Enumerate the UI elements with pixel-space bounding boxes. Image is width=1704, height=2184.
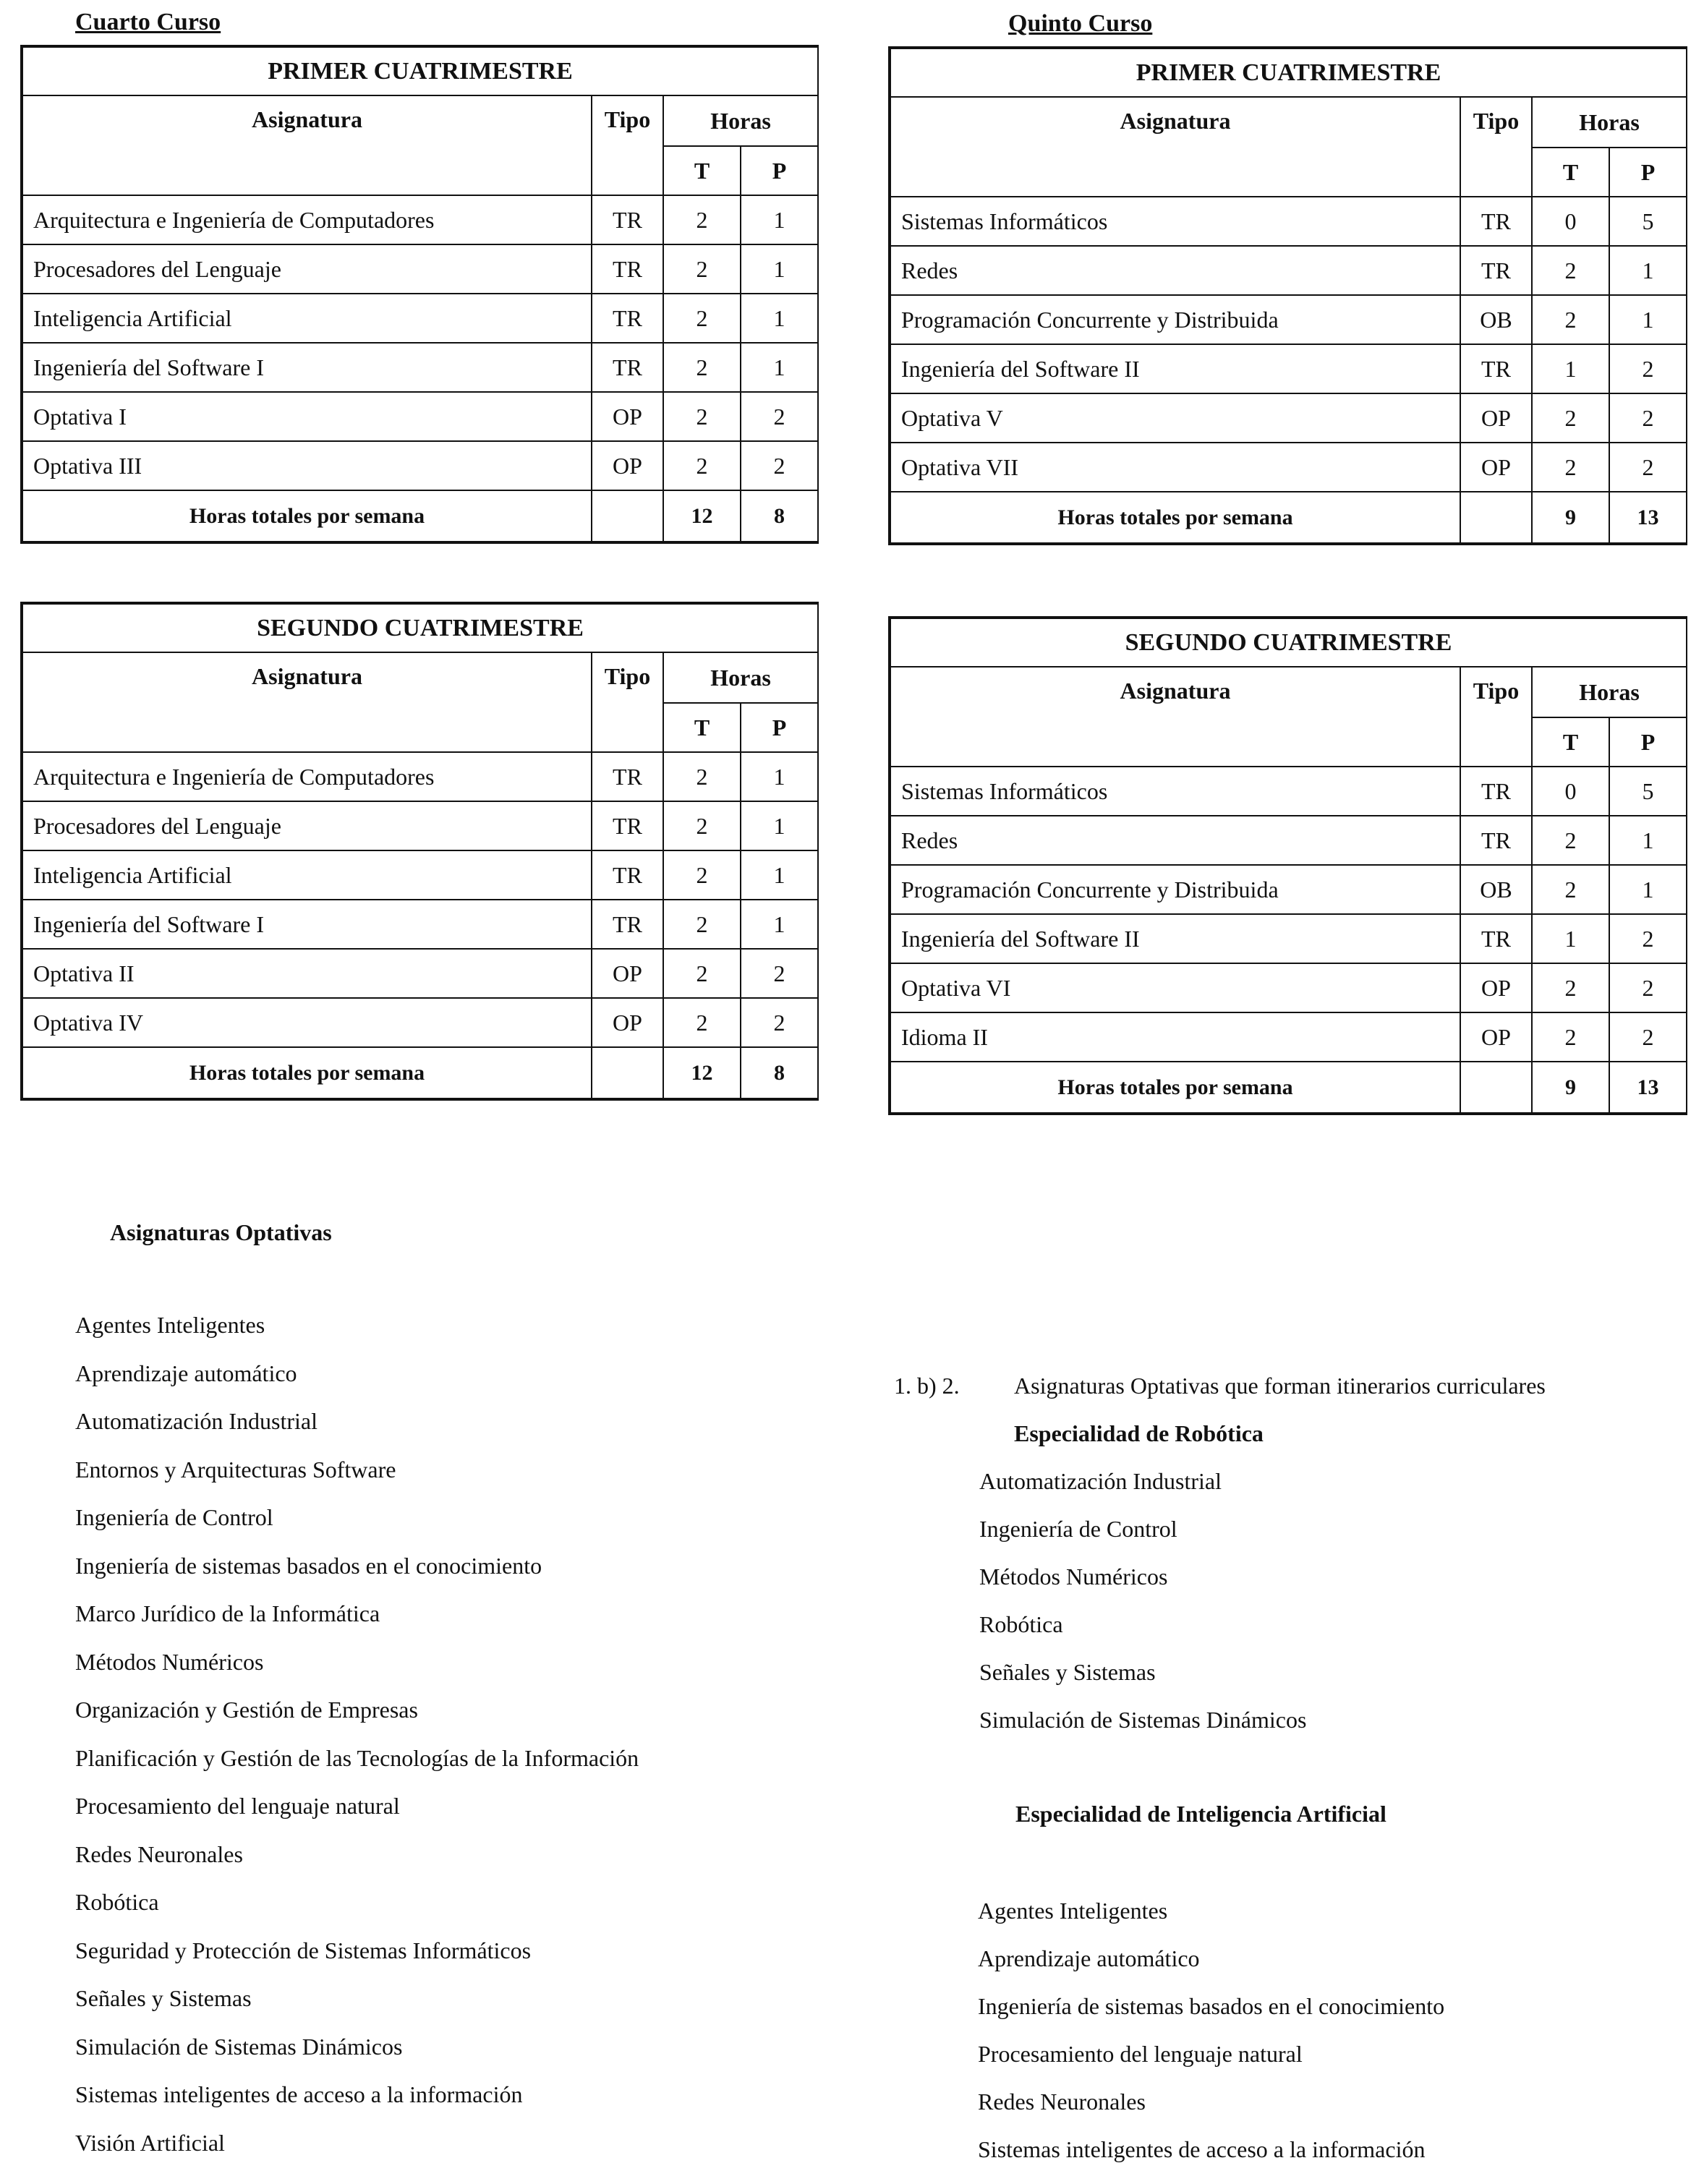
schedule-table (20, 45, 819, 544)
hours-t-cell: 2 (663, 195, 741, 244)
hours-p-cell: 1 (741, 343, 818, 392)
table-row (890, 963, 1687, 1012)
hours-t-cell: 2 (1532, 393, 1609, 443)
hours-t-cell: 2 (663, 949, 741, 998)
subject-cell: Procesadores del Lenguaje (22, 801, 592, 850)
header-horas: Horas (1532, 667, 1687, 717)
hours-p-cell: 2 (1609, 963, 1687, 1012)
subject-cell: Redes (890, 816, 1460, 865)
hours-t-cell: 0 (1532, 197, 1609, 246)
specialty-item: Ingeniería de Control (979, 1516, 1177, 1542)
specialty-item: Sistemas inteligentes de acceso a la información (978, 2136, 1426, 2162)
total-p: 8 (741, 490, 818, 542)
subject-cell: Ingeniería del Software II (890, 914, 1460, 963)
table-row (22, 441, 818, 490)
hours-t-cell: 2 (663, 343, 741, 392)
hours-t-cell: 2 (663, 441, 741, 490)
type-cell: OP (592, 392, 663, 441)
table-row (890, 197, 1687, 246)
table-row (890, 443, 1687, 492)
type-cell: TR (592, 752, 663, 801)
itinerarios-title: Asignaturas Optativas que forman itinerarios curriculares (1014, 1373, 1546, 1399)
type-cell: TR (592, 900, 663, 949)
specialty-item: Automatización Industrial (979, 1468, 1222, 1494)
total-t: 9 (1532, 492, 1609, 544)
subject-cell: Ingeniería del Software II (890, 344, 1460, 393)
subject-cell: Idioma II (890, 1012, 1460, 1062)
optativa-item: Agentes Inteligentes (75, 1312, 265, 1338)
hours-p-cell: 2 (1609, 1012, 1687, 1062)
subject-cell: Optativa IV (22, 998, 592, 1047)
optativa-item: Simulación de Sistemas Dinámicos (75, 2033, 403, 2060)
hours-p-cell: 2 (741, 998, 818, 1047)
header-tipo: Tipo (1460, 97, 1532, 197)
header-asignatura: Asignatura (22, 95, 592, 195)
type-cell: TR (1460, 767, 1532, 816)
header-t: T (663, 146, 741, 195)
hours-p-cell: 5 (1609, 197, 1687, 246)
header-p: P (1609, 148, 1687, 197)
hours-p-cell: 5 (1609, 767, 1687, 816)
hours-p-cell: 1 (741, 850, 818, 900)
specialty-item: Métodos Numéricos (979, 1564, 1168, 1590)
table-row (22, 752, 818, 801)
type-cell: OP (592, 441, 663, 490)
total-label: Horas totales por semana (890, 1062, 1460, 1114)
total-t: 12 (663, 1047, 741, 1099)
table-row (890, 393, 1687, 443)
specialty-item: Agentes Inteligentes (978, 1898, 1168, 1924)
header-t: T (1532, 148, 1609, 197)
total-t: 12 (663, 490, 741, 542)
hours-p-cell: 1 (741, 294, 818, 343)
hours-t-cell: 2 (1532, 816, 1609, 865)
hours-p-cell: 1 (741, 752, 818, 801)
header-horas: Horas (663, 652, 818, 703)
total-empty (592, 1047, 663, 1099)
type-cell: OP (592, 949, 663, 998)
hours-p-cell: 2 (1609, 344, 1687, 393)
table-row (22, 850, 818, 900)
type-cell: OB (1460, 295, 1532, 344)
type-cell: OP (1460, 1012, 1532, 1062)
header-p: P (741, 703, 818, 752)
header-asignatura: Asignatura (890, 97, 1460, 197)
hours-p-cell: 1 (1609, 865, 1687, 914)
total-empty (1460, 492, 1532, 544)
optativa-item: Visión Artificial (75, 2129, 225, 2156)
optativa-item: Aprendizaje automático (75, 1360, 297, 1386)
table-row (890, 767, 1687, 816)
type-cell: TR (592, 343, 663, 392)
hours-p-cell: 1 (741, 801, 818, 850)
hours-t-cell: 2 (1532, 443, 1609, 492)
hours-p-cell: 1 (1609, 246, 1687, 295)
table-row (22, 998, 818, 1047)
subject-cell: Redes (890, 246, 1460, 295)
table-row (890, 914, 1687, 963)
specialty-item: Redes Neuronales (978, 2089, 1146, 2115)
hours-t-cell: 2 (663, 294, 741, 343)
optativa-item: Automatización Industrial (75, 1408, 318, 1434)
subject-cell: Inteligencia Artificial (22, 850, 592, 900)
header-horas: Horas (663, 95, 818, 146)
table-title: SEGUNDO CUATRIMESTRE (22, 603, 818, 652)
table-title-row (890, 618, 1687, 667)
subject-cell: Optativa I (22, 392, 592, 441)
subject-cell: Sistemas Informáticos (890, 767, 1460, 816)
hours-p-cell: 1 (1609, 295, 1687, 344)
optativa-item: Señales y Sistemas (75, 1985, 252, 2011)
optativa-item: Robótica (75, 1889, 159, 1915)
table-row (890, 246, 1687, 295)
type-cell: TR (1460, 816, 1532, 865)
subject-cell: Arquitectura e Ingeniería de Computadores (22, 752, 592, 801)
type-cell: TR (592, 244, 663, 294)
hours-t-cell: 1 (1532, 344, 1609, 393)
header-p: P (1609, 717, 1687, 767)
hours-p-cell: 2 (741, 949, 818, 998)
subject-cell: Ingeniería del Software I (22, 343, 592, 392)
hours-p-cell: 1 (1609, 816, 1687, 865)
specialty-title-robotica: Especialidad de Robótica (1014, 1420, 1264, 1446)
hours-t-cell: 2 (663, 850, 741, 900)
hours-t-cell: 2 (1532, 963, 1609, 1012)
hours-t-cell: 2 (663, 752, 741, 801)
table-title-row (22, 603, 818, 652)
type-cell: OP (1460, 963, 1532, 1012)
course-title-quinto: Quinto Curso (1008, 10, 1153, 37)
total-p: 8 (741, 1047, 818, 1099)
subject-cell: Programación Concurrente y Distribuida (890, 295, 1460, 344)
specialty-item: Robótica (979, 1611, 1063, 1637)
header-asignatura: Asignatura (890, 667, 1460, 767)
table-header-row (890, 97, 1687, 148)
type-cell: TR (1460, 197, 1532, 246)
table-header-row (890, 667, 1687, 717)
type-cell: TR (592, 801, 663, 850)
table-row (22, 343, 818, 392)
optativa-item: Sistemas inteligentes de acceso a la información (75, 2081, 523, 2107)
table-row (22, 900, 818, 949)
specialty-item: Procesamiento del lenguaje natural (978, 2041, 1303, 2067)
type-cell: TR (592, 850, 663, 900)
specialty-title-ia: Especialidad de Inteligencia Artificial (1015, 1801, 1386, 1827)
total-label: Horas totales por semana (22, 1047, 592, 1099)
type-cell: TR (1460, 246, 1532, 295)
type-cell: OB (1460, 865, 1532, 914)
table-header-row (22, 652, 818, 703)
subject-cell: Programación Concurrente y Distribuida (890, 865, 1460, 914)
header-t: T (1532, 717, 1609, 767)
schedule-table (888, 616, 1687, 1115)
subject-cell: Arquitectura e Ingeniería de Computadores (22, 195, 592, 244)
total-row (890, 1062, 1687, 1114)
optativa-item: Seguridad y Protección de Sistemas Informáticos (75, 1937, 532, 1963)
subject-cell: Optativa V (890, 393, 1460, 443)
section-number: 1. b) 2. (894, 1373, 960, 1399)
specialty-list-ia (978, 1898, 1444, 2184)
total-empty (1460, 1062, 1532, 1114)
specialty-item: Aprendizaje automático (978, 1945, 1200, 1971)
hours-t-cell: 2 (1532, 295, 1609, 344)
optativa-item: Redes Neuronales (75, 1840, 243, 1867)
hours-t-cell: 2 (663, 900, 741, 949)
hours-p-cell: 2 (741, 441, 818, 490)
table-header-row (22, 95, 818, 146)
hours-t-cell: 2 (1532, 865, 1609, 914)
total-empty (592, 490, 663, 542)
table-row (890, 865, 1687, 914)
subject-cell: Optativa II (22, 949, 592, 998)
subject-cell: Optativa VI (890, 963, 1460, 1012)
type-cell: OP (1460, 393, 1532, 443)
total-p: 13 (1609, 1062, 1687, 1114)
table-title: PRIMER CUATRIMESTRE (890, 48, 1687, 97)
subject-cell: Optativa VII (890, 443, 1460, 492)
subject-cell: Ingeniería del Software I (22, 900, 592, 949)
hours-p-cell: 2 (1609, 914, 1687, 963)
schedule-table (888, 46, 1687, 545)
schedule-table (20, 602, 819, 1101)
type-cell: TR (1460, 344, 1532, 393)
type-cell: TR (592, 195, 663, 244)
table-row (890, 816, 1687, 865)
hours-t-cell: 2 (663, 244, 741, 294)
header-horas: Horas (1532, 97, 1687, 148)
hours-t-cell: 2 (1532, 246, 1609, 295)
type-cell: TR (1460, 914, 1532, 963)
table-title-row (890, 48, 1687, 97)
subject-cell: Procesadores del Lenguaje (22, 244, 592, 294)
optativas-list (75, 1312, 871, 2177)
hours-t-cell: 2 (663, 392, 741, 441)
total-label: Horas totales por semana (22, 490, 592, 542)
type-cell: OP (1460, 443, 1532, 492)
table-row (22, 801, 818, 850)
optativa-item: Organización y Gestión de Empresas (75, 1697, 418, 1723)
subject-cell: Inteligencia Artificial (22, 294, 592, 343)
optativa-item: Ingeniería de Control (75, 1504, 273, 1530)
total-p: 13 (1609, 492, 1687, 544)
hours-p-cell: 2 (741, 392, 818, 441)
table-title: PRIMER CUATRIMESTRE (22, 46, 818, 95)
header-t: T (663, 703, 741, 752)
specialty-list-robotica (979, 1468, 1306, 1754)
total-row (22, 490, 818, 542)
total-t: 9 (1532, 1062, 1609, 1114)
header-p: P (741, 146, 818, 195)
table-row (22, 392, 818, 441)
optativa-item: Ingeniería de sistemas basados en el conocimiento (75, 1552, 542, 1579)
hours-t-cell: 1 (1532, 914, 1609, 963)
hours-p-cell: 2 (1609, 443, 1687, 492)
header-tipo: Tipo (1460, 667, 1532, 767)
hours-t-cell: 2 (663, 801, 741, 850)
hours-p-cell: 1 (741, 195, 818, 244)
table-row (22, 949, 818, 998)
subject-cell: Sistemas Informáticos (890, 197, 1460, 246)
subject-cell: Optativa III (22, 441, 592, 490)
hours-p-cell: 1 (741, 900, 818, 949)
optativa-item: Planificación y Gestión de las Tecnologías de la Información (75, 1744, 639, 1771)
specialty-item: Ingeniería de sistemas basados en el conocimiento (978, 1993, 1445, 2019)
header-tipo: Tipo (592, 652, 663, 752)
specialty-item: Simulación de Sistemas Dinámicos (979, 1707, 1307, 1733)
hours-p-cell: 2 (1609, 393, 1687, 443)
table-row (22, 294, 818, 343)
type-cell: OP (592, 998, 663, 1047)
header-asignatura: Asignatura (22, 652, 592, 752)
hours-t-cell: 2 (1532, 1012, 1609, 1062)
specialty-item: Señales y Sistemas (979, 1659, 1156, 1685)
course-title-cuarto: Cuarto Curso (75, 9, 221, 35)
header-tipo: Tipo (592, 95, 663, 195)
hours-p-cell: 1 (741, 244, 818, 294)
total-label: Horas totales por semana (890, 492, 1460, 544)
type-cell: TR (592, 294, 663, 343)
table-row (890, 1012, 1687, 1062)
optativa-item: Entornos y Arquitecturas Software (75, 1456, 396, 1483)
optativa-item: Marco Jurídico de la Informática (75, 1600, 380, 1626)
total-row (890, 492, 1687, 544)
hours-t-cell: 0 (1532, 767, 1609, 816)
table-row (890, 344, 1687, 393)
table-row (22, 244, 818, 294)
table-title-row (22, 46, 818, 95)
table-row (22, 195, 818, 244)
optativa-item: Métodos Numéricos (75, 1648, 264, 1675)
total-row (22, 1047, 818, 1099)
table-title: SEGUNDO CUATRIMESTRE (890, 618, 1687, 667)
optativa-item: Procesamiento del lenguaje natural (75, 1793, 400, 1819)
optativas-title: Asignaturas Optativas (110, 1219, 332, 1245)
hours-t-cell: 2 (663, 998, 741, 1047)
table-row (890, 295, 1687, 344)
